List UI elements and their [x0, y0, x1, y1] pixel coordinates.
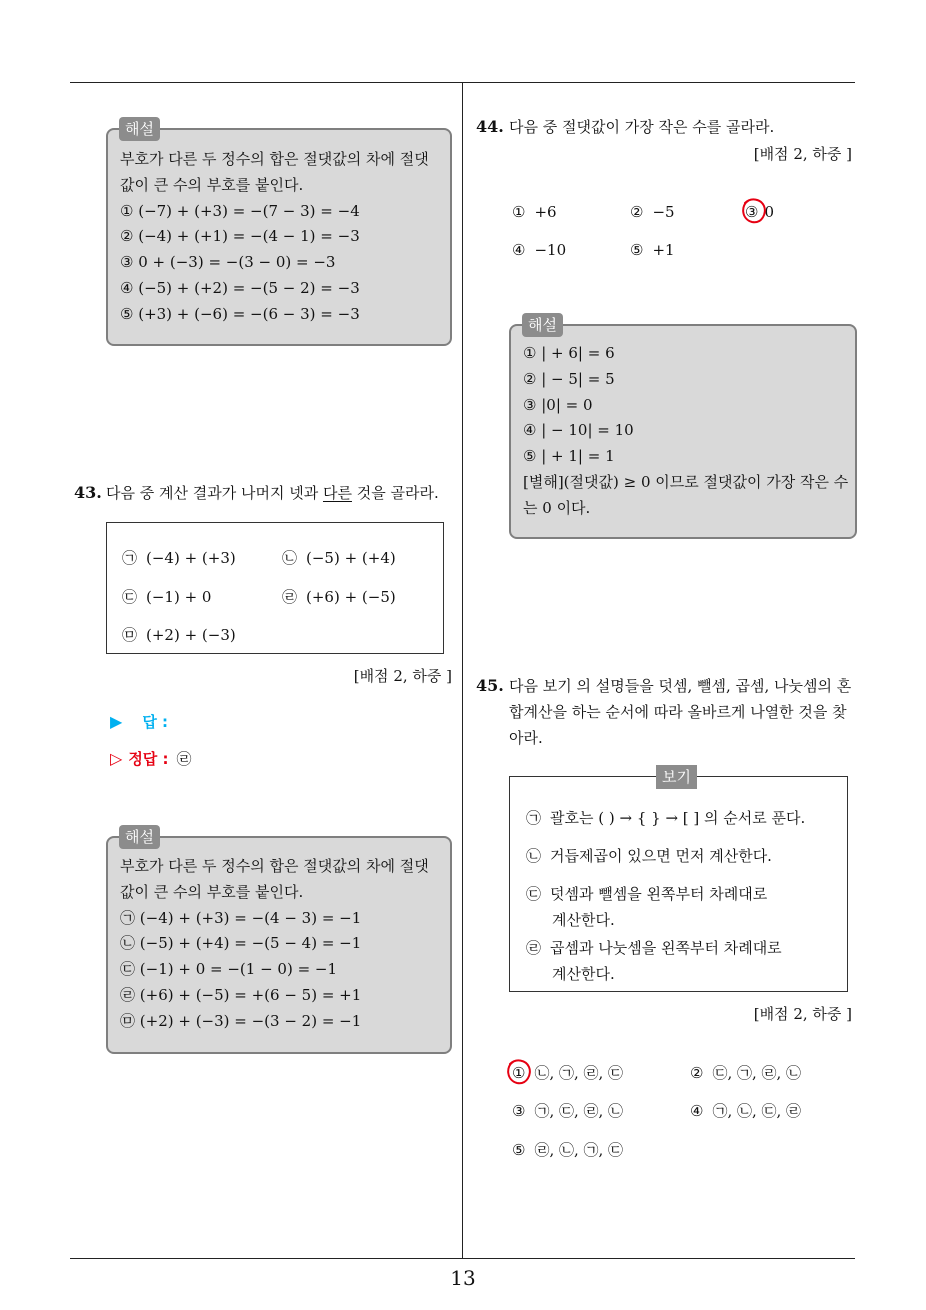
choices-box: [106, 522, 444, 654]
choice: [630, 237, 675, 263]
choice-value: ㉠, ㉢, ㉣, ㉡: [534, 1102, 624, 1120]
choice: [690, 1060, 801, 1086]
choice: [512, 1137, 623, 1163]
score-label: [배점 2, 하중 ]: [753, 145, 852, 163]
explanation-line: ⑤ (+3) + (−6) = −(6 − 3) = −3: [120, 304, 360, 323]
choice-marker: ①: [512, 203, 526, 221]
question-text: 것을 골라라.: [351, 484, 439, 502]
choice-expression: (−1) + 0: [146, 588, 212, 606]
question-text: 다음 보기 의 설명들을 덧셈, 뺄셈, 곱셈, 나눗셈의 혼: [509, 677, 852, 695]
choice-value: +1: [652, 241, 675, 259]
explanation-line: ① | + 6| = 6: [523, 344, 615, 362]
question-text: 다음 중 절댓값이 가장 작은 수를 골라라.: [509, 118, 775, 136]
example-text: 덧셈과 뺄셈을 왼쪽부터 차례대로: [550, 885, 768, 903]
question-text: 아라.: [509, 729, 543, 747]
choice-value: −10: [534, 241, 567, 259]
explanation-line: ① (−7) + (+3) = −(7 − 3) = −4: [120, 201, 360, 220]
example-marker: ㉢: [526, 885, 542, 903]
explanation-tab: 해설: [119, 825, 160, 849]
page-number: 13: [450, 1266, 476, 1290]
example-text: 계산한다.: [552, 911, 615, 929]
explanation-box: [106, 828, 452, 1054]
choice: [122, 545, 236, 571]
choice-marker: ㉢: [122, 588, 138, 606]
explanation-line: ③ 0 + (−3) = −(3 − 0) = −3: [120, 253, 336, 272]
choice-marker: ②: [690, 1064, 704, 1082]
bottom-rule: [70, 1258, 855, 1259]
explanation-line: ㉣ (+6) + (−5) = +(6 − 5) = +1: [120, 985, 362, 1004]
explanation-line: 값이 큰 수의 부호를 붙인다.: [120, 882, 304, 901]
question-number: 44.: [476, 117, 504, 136]
choice-expression: (−4) + (+3): [146, 549, 236, 567]
choice-marker: ㉤: [122, 626, 138, 644]
example-marker: ㉠: [526, 809, 542, 827]
correct-answer-label: 정답 :: [128, 750, 169, 768]
question-number: 45.: [476, 676, 504, 695]
choice: [282, 545, 396, 571]
example-item: [526, 843, 772, 869]
choice-marker: ③: [745, 203, 759, 221]
choice: [512, 1098, 623, 1124]
example-marker: ㉡: [526, 847, 542, 865]
choice-marker: ④: [690, 1102, 704, 1120]
explanation-tab: 해설: [119, 117, 160, 141]
choice-marker: ㉣: [282, 588, 298, 606]
choice-expression: (+6) + (−5): [306, 588, 396, 606]
explanation-line: ㉠ (−4) + (+3) = −(4 − 3) = −1: [120, 908, 362, 927]
choice-marker: ①: [512, 1064, 526, 1082]
example-item: [526, 805, 805, 831]
example-item: [526, 935, 782, 961]
explanation-box: [106, 120, 452, 346]
score-label: [배점 2, 하중 ]: [353, 667, 452, 685]
example-box: [509, 768, 848, 992]
choice-marker: ⑤: [630, 241, 644, 259]
explanation-line: ㉢ (−1) + 0 = −(1 − 0) = −1: [120, 960, 338, 979]
choice-value: +6: [534, 203, 557, 221]
choice-marker: ㉠: [122, 549, 138, 567]
choice: [282, 584, 396, 610]
choice: [630, 199, 675, 225]
red-circle-mark: [739, 196, 769, 226]
example-item: [526, 881, 767, 907]
choice-expression: (−5) + (+4): [306, 549, 396, 567]
correct-answer-value: ㉣: [176, 750, 192, 768]
example-text: 괄호는 ( ) → { } → [ ] 의 순서로 푼다.: [550, 809, 806, 827]
question-text: 다음 중 계산 결과가 나머지 넷과: [106, 484, 323, 502]
question-text: 합계산을 하는 순서에 따라 올바르게 나열한 것을 찾: [509, 703, 847, 721]
explanation-tab: 해설: [522, 313, 563, 337]
example-text: 거듭제곱이 있으면 먼저 계산한다.: [550, 847, 772, 865]
answer-row: [110, 709, 168, 735]
choice: [690, 1098, 801, 1124]
choice: [122, 622, 236, 648]
choice-value: ㉡, ㉠, ㉣, ㉢: [534, 1064, 624, 1082]
answer-arrow-icon: ▶: [110, 712, 123, 731]
question-45: [476, 673, 851, 699]
choice-marker: ④: [512, 241, 526, 259]
explanation-line: ④ | − 10| = 10: [523, 421, 634, 440]
explanation-line: 부호가 다른 두 정수의 합은 절댓값의 차에 절댓: [120, 857, 429, 875]
column-divider: [462, 82, 463, 1259]
choice: [512, 199, 557, 225]
explanation-line: 값이 큰 수의 부호를 붙인다.: [120, 175, 304, 194]
choice-value: 0: [764, 203, 774, 221]
explanation-box: [509, 316, 857, 539]
explanation-line: ② | − 5| = 5: [523, 369, 615, 388]
explanation-line: [별해](절댓값) ≥ 0 이므로 절댓값이 가장 작은 수: [523, 472, 849, 491]
correct-arrow-icon: ▷: [110, 749, 123, 768]
choice-value: ㉣, ㉡, ㉠, ㉢: [534, 1141, 624, 1159]
question-number: 43.: [74, 483, 102, 502]
question-43: [74, 480, 439, 506]
choice: [512, 237, 566, 263]
correct-answer-row: [110, 746, 192, 772]
explanation-line: ㉡ (−5) + (+4) = −(5 − 4) = −1: [120, 934, 362, 953]
explanation-line: ② (−4) + (+1) = −(4 − 1) = −3: [120, 227, 360, 246]
score-label: [배점 2, 하중 ]: [753, 1005, 852, 1023]
explanation-line: 는 0 이다.: [523, 498, 591, 517]
explanation-line: ⑤ | + 1| = 1: [523, 447, 615, 466]
example-tab: 보기: [656, 765, 697, 789]
explanation-line: ㉤ (+2) + (−3) = −(3 − 2) = −1: [120, 1011, 362, 1030]
choice-value: −5: [652, 203, 675, 221]
choice-value: ㉠, ㉡, ㉢, ㉣: [712, 1102, 802, 1120]
example-text: 곱셈과 나눗셈을 왼쪽부터 차례대로: [550, 939, 782, 957]
choice-marker: ㉡: [282, 549, 298, 567]
red-circle-mark: [504, 1057, 534, 1087]
explanation-line: ④ (−5) + (+2) = −(5 − 2) = −3: [120, 278, 360, 297]
choice-value: ㉢, ㉠, ㉣, ㉡: [712, 1064, 802, 1082]
choice: [122, 584, 211, 610]
answer-label: 답 :: [142, 713, 169, 731]
choice-marker: ③: [512, 1102, 526, 1120]
explanation-line: ③ |0| = 0: [523, 395, 593, 414]
question-underlined-word: 다른: [322, 484, 352, 502]
choice-marker: ②: [630, 203, 644, 221]
choice-expression: (+2) + (−3): [146, 626, 236, 644]
example-marker: ㉣: [526, 939, 542, 957]
example-text: 계산한다.: [552, 965, 615, 983]
question-44: [476, 114, 774, 140]
choice-marker: ⑤: [512, 1141, 526, 1159]
explanation-line: 부호가 다른 두 정수의 합은 절댓값의 차에 절댓: [120, 150, 429, 168]
